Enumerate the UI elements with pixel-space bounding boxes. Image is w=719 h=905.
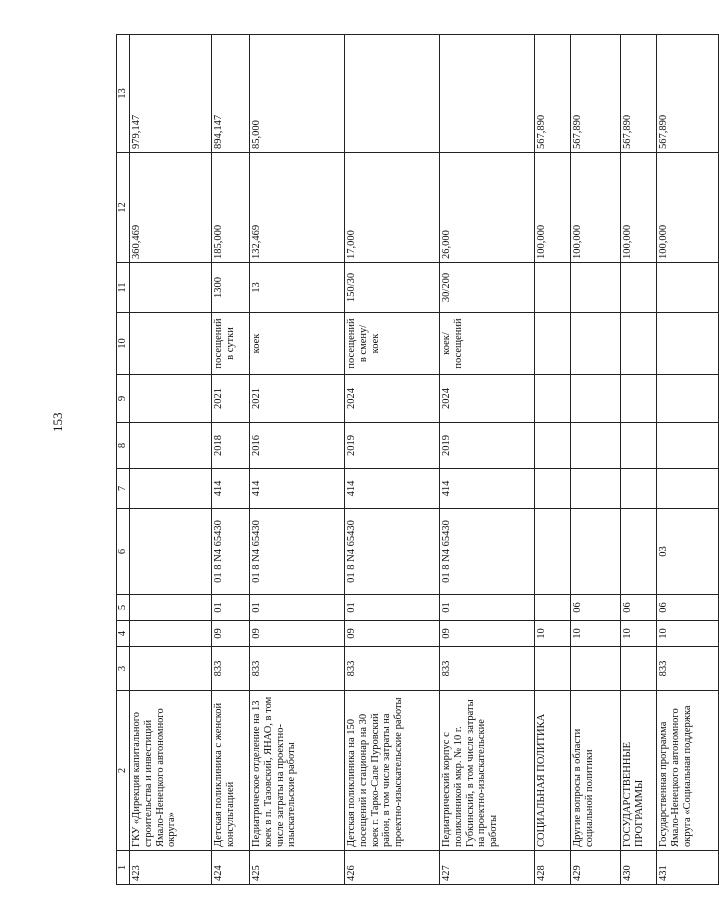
col11-cell: 150/30 [345,263,440,313]
col-header: 1 [117,851,130,885]
col3-cell [535,647,571,691]
col8-cell [535,423,571,469]
col3-cell: 833 [440,647,535,691]
table-row [212,35,250,885]
col8-cell: 2019 [440,423,535,469]
col-header: 10 [117,313,130,375]
col12-cell: 132,469 [250,153,345,263]
col4-cell: 10 [621,621,657,647]
col9-cell [621,375,657,423]
col3-cell [621,647,657,691]
col9-cell: 2024 [345,375,440,423]
table-row [535,35,571,885]
row-number: 430 [621,851,657,885]
col13-cell: 567,890 [621,35,657,153]
col11-cell [621,263,657,313]
col4-cell: 10 [571,621,621,647]
col6-cell: 01 8 N4 65430 [345,509,440,595]
col6-cell [571,509,621,595]
col10-cell: коек [250,313,345,375]
row-number: 429 [571,851,621,885]
col5-cell: 01 [250,595,345,621]
col11-cell: 1300 [212,263,250,313]
col10-cell: коек/посещений [440,313,535,375]
table-row [130,35,212,885]
col7-cell: 414 [250,469,345,509]
col10-cell [657,313,719,375]
col13-cell: 567,890 [571,35,621,153]
col11-cell [571,263,621,313]
col5-cell: 01 [212,595,250,621]
col-header: 9 [117,375,130,423]
col12-cell: 100,000 [621,153,657,263]
col5-cell [535,595,571,621]
col13-cell: 979,147 [130,35,212,153]
col13-cell: 567,890 [657,35,719,153]
row-name: СОЦИАЛЬНАЯ ПОЛИТИКА [535,691,571,851]
row-number: 424 [212,851,250,885]
col6-cell [130,509,212,595]
col3-cell [571,647,621,691]
col4-cell: 09 [212,621,250,647]
col7-cell [621,469,657,509]
col8-cell [571,423,621,469]
row-number: 427 [440,851,535,885]
row-number: 426 [345,851,440,885]
col-header: 7 [117,469,130,509]
col7-cell [535,469,571,509]
table-row [657,35,719,885]
col9-cell: 2024 [440,375,535,423]
col7-cell: 414 [212,469,250,509]
table-row [571,35,621,885]
col7-cell [657,469,719,509]
col13-cell: 894,147 [212,35,250,153]
col8-cell [657,423,719,469]
table-row [250,35,345,885]
col10-cell [571,313,621,375]
col3-cell: 833 [345,647,440,691]
col13-cell [345,35,440,153]
col8-cell: 2018 [212,423,250,469]
table-row [440,35,535,885]
row-number: 431 [657,851,719,885]
row-name: ГКУ «Дирекция капитального строительства и инвестиций Ямало-Ненецкого автономного округа» [130,691,212,851]
col-header: 8 [117,423,130,469]
col12-cell: 26,000 [440,153,535,263]
col13-cell: 567,890 [535,35,571,153]
col9-cell [535,375,571,423]
row-name: ГОСУДАРСТВЕННЫЕ ПРОГРАММЫ [621,691,657,851]
row-name: Педиатрическое отделение на 13 коек в п. Тазовский, ЯНАО, в том числе затраты на проектно-изыскательские работы [250,691,345,851]
col12-cell: 360,469 [130,153,212,263]
col8-cell: 2016 [250,423,345,469]
col10-cell: посещений в сутки [212,313,250,375]
col11-cell [130,263,212,313]
row-number: 428 [535,851,571,885]
budget-table [116,34,719,885]
row-name: Детская поликлиника на 150 посещений и стационар на 30 коек г. Тарко-Сале Пуровский район, в том числе затраты на проектно-изыскательские работы [345,691,440,851]
col4-cell [130,621,212,647]
col10-cell [621,313,657,375]
row-name: Другие вопросы в области социальной политики [571,691,621,851]
col13-cell [440,35,535,153]
col3-cell: 833 [250,647,345,691]
col5-cell: 06 [571,595,621,621]
col13-cell: 85,000 [250,35,345,153]
col-header: 2 [117,691,130,851]
col7-cell: 414 [440,469,535,509]
col6-cell: 01 8 N4 65430 [212,509,250,595]
table-row [621,35,657,885]
col6-cell [621,509,657,595]
col4-cell: 10 [535,621,571,647]
col-header: 3 [117,647,130,691]
col8-cell: 2019 [345,423,440,469]
row-name: Педиатрический корпус с поликлиникой мкр. № 10 г. Губкинский, в том числе затраты на проектно-изыскательские работы [440,691,535,851]
col6-cell: 01 8 N4 65430 [440,509,535,595]
col8-cell [621,423,657,469]
col9-cell [657,375,719,423]
col5-cell: 06 [657,595,719,621]
header-row [117,35,130,885]
col10-cell [130,313,212,375]
col3-cell [130,647,212,691]
col7-cell [130,469,212,509]
col7-cell: 414 [345,469,440,509]
col5-cell: 06 [621,595,657,621]
col5-cell: 01 [440,595,535,621]
col10-cell [535,313,571,375]
col4-cell: 09 [345,621,440,647]
col-header: 13 [117,35,130,153]
col-header: 5 [117,595,130,621]
row-name: Государственная программа Ямало-Ненецкого автономного округа «Социальная поддержка [657,691,719,851]
col-header: 11 [117,263,130,313]
col10-cell: посещений в смену/коек [345,313,440,375]
col7-cell [571,469,621,509]
row-name: Детская поликлиника с женской консультацией [212,691,250,851]
col3-cell: 833 [657,647,719,691]
col12-cell: 185,000 [212,153,250,263]
budget-table-rotated [116,35,693,885]
col5-cell: 01 [345,595,440,621]
col6-cell [535,509,571,595]
col-header: 4 [117,621,130,647]
col-header: 12 [117,153,130,263]
col9-cell [571,375,621,423]
col11-cell: 13 [250,263,345,313]
row-number: 425 [250,851,345,885]
col-header: 6 [117,509,130,595]
col12-cell: 100,000 [571,153,621,263]
col6-cell: 03 [657,509,719,595]
col6-cell: 01 8 N4 65430 [250,509,345,595]
col5-cell [130,595,212,621]
table-row [345,35,440,885]
col12-cell: 100,000 [657,153,719,263]
page-number: 153 [50,412,65,432]
row-number: 423 [130,851,212,885]
col12-cell: 100,000 [535,153,571,263]
col9-cell: 2021 [212,375,250,423]
col11-cell [535,263,571,313]
col9-cell: 2021 [250,375,345,423]
col4-cell: 09 [250,621,345,647]
col3-cell: 833 [212,647,250,691]
col4-cell: 09 [440,621,535,647]
col11-cell: 30/200 [440,263,535,313]
col11-cell [657,263,719,313]
col4-cell: 10 [657,621,719,647]
col12-cell: 17,000 [345,153,440,263]
col9-cell [130,375,212,423]
col8-cell [130,423,212,469]
